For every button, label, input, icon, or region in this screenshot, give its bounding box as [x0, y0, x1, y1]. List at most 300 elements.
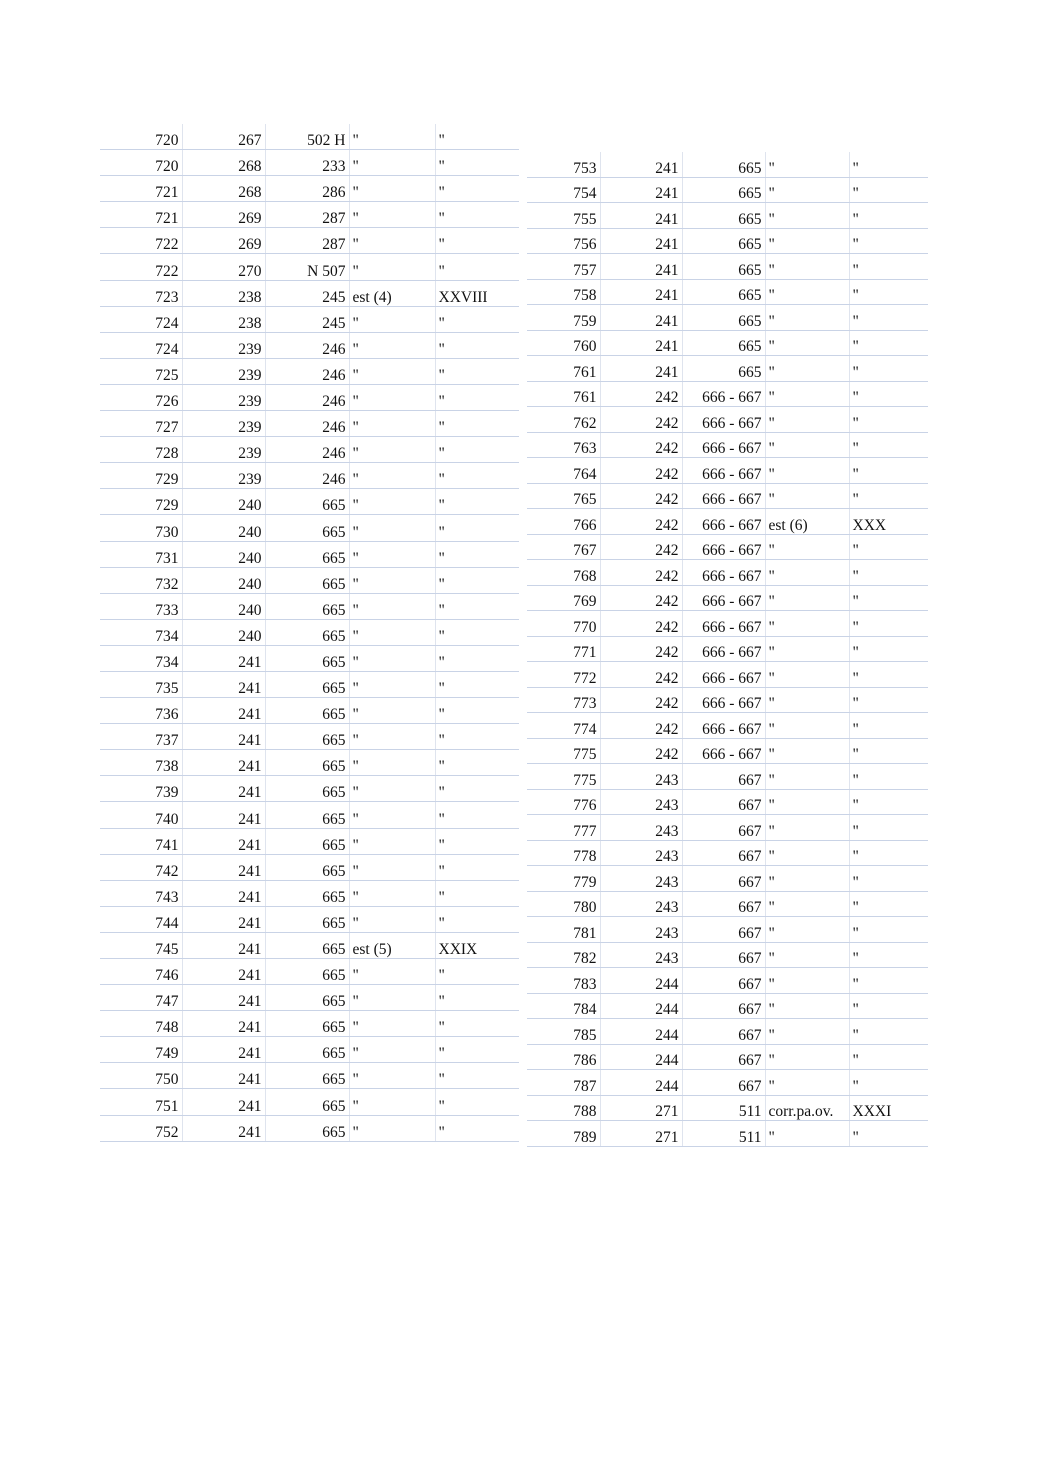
folio-cell: 240 [182, 619, 265, 645]
table-row [527, 764, 928, 790]
note-cell: " [349, 880, 435, 906]
folio-cell: 240 [182, 593, 265, 619]
note-cell: " [765, 1070, 849, 1096]
entry-number-cell: 725 [100, 358, 182, 384]
folio-cell: 241 [182, 802, 265, 828]
folio-cell: 240 [182, 489, 265, 515]
table-row [100, 384, 519, 410]
table-row [527, 483, 928, 509]
roman-numeral-cell: " [849, 254, 928, 280]
table-row [527, 152, 928, 177]
page-cell: 666 - 667 [682, 713, 765, 739]
entry-number-cell: 730 [100, 515, 182, 541]
entry-number-cell: 736 [100, 698, 182, 724]
entry-number-cell: 763 [527, 432, 600, 458]
entry-number-cell: 782 [527, 942, 600, 968]
entry-number-cell: 776 [527, 789, 600, 815]
roman-numeral-cell: " [849, 458, 928, 484]
note-cell: est (4) [349, 280, 435, 306]
roman-numeral-cell: " [435, 959, 519, 985]
page-cell: 665 [265, 802, 349, 828]
roman-numeral-cell: " [435, 150, 519, 176]
roman-numeral-cell: " [435, 802, 519, 828]
note-cell: " [765, 815, 849, 841]
page-cell: 666 - 667 [682, 509, 765, 535]
roman-numeral-cell: " [435, 671, 519, 697]
table-row [527, 305, 928, 331]
folio-cell: 271 [600, 1095, 682, 1121]
folio-cell: 242 [600, 432, 682, 458]
entry-number-cell: 732 [100, 567, 182, 593]
note-cell: " [349, 802, 435, 828]
roman-numeral-cell: " [435, 698, 519, 724]
page-cell: 233 [265, 150, 349, 176]
page-cell: 666 - 667 [682, 687, 765, 713]
entry-number-cell: 734 [100, 619, 182, 645]
folio-cell: 239 [182, 463, 265, 489]
entry-number-cell: 775 [527, 738, 600, 764]
note-cell: " [349, 671, 435, 697]
note-cell: " [349, 776, 435, 802]
entry-number-cell: 749 [100, 1037, 182, 1063]
page-cell: 665 [265, 880, 349, 906]
note-cell: " [349, 254, 435, 280]
table-row [527, 534, 928, 560]
roman-numeral-cell: " [849, 228, 928, 254]
page-cell: 665 [265, 671, 349, 697]
page-cell: 667 [682, 815, 765, 841]
roman-numeral-cell: " [849, 815, 928, 841]
page-cell: 665 [265, 541, 349, 567]
roman-numeral-cell: " [435, 619, 519, 645]
folio-cell: 242 [600, 407, 682, 433]
entry-number-cell: 735 [100, 671, 182, 697]
folio-cell: 238 [182, 306, 265, 332]
roman-numeral-cell: " [435, 567, 519, 593]
folio-cell: 269 [182, 228, 265, 254]
folio-cell: 242 [600, 483, 682, 509]
folio-cell: 242 [600, 458, 682, 484]
page-cell: 665 [265, 1115, 349, 1141]
table-row [527, 611, 928, 637]
page-cell: 665 [682, 279, 765, 305]
entry-number-cell: 751 [100, 1089, 182, 1115]
entry-number-cell: 734 [100, 645, 182, 671]
folio-cell: 241 [182, 1115, 265, 1141]
roman-numeral-cell: " [849, 356, 928, 382]
note-cell: " [765, 993, 849, 1019]
table-row [527, 840, 928, 866]
table-row [100, 671, 519, 697]
folio-cell: 242 [600, 713, 682, 739]
note-cell: " [765, 687, 849, 713]
table-row [100, 985, 519, 1011]
entry-number-cell: 752 [100, 1115, 182, 1141]
folio-cell: 241 [600, 152, 682, 177]
page-cell: 511 [682, 1121, 765, 1147]
note-cell: " [349, 515, 435, 541]
note-cell: " [765, 917, 849, 943]
table-row [527, 203, 928, 229]
note-cell: est (5) [349, 932, 435, 958]
folio-cell: 270 [182, 254, 265, 280]
roman-numeral-cell: " [849, 560, 928, 586]
entry-number-cell: 722 [100, 254, 182, 280]
table-row [527, 1121, 928, 1147]
table-row [527, 713, 928, 739]
note-cell: " [349, 411, 435, 437]
folio-cell: 244 [600, 968, 682, 994]
table-row [527, 509, 928, 535]
note-cell: " [765, 432, 849, 458]
entry-number-cell: 754 [527, 177, 600, 203]
note-cell: " [349, 124, 435, 150]
page-cell: 665 [682, 254, 765, 280]
table-row [100, 411, 519, 437]
folio-cell: 243 [600, 789, 682, 815]
folio-cell: 241 [182, 959, 265, 985]
table-row [100, 724, 519, 750]
roman-numeral-cell: " [849, 1044, 928, 1070]
folio-cell: 242 [600, 687, 682, 713]
folio-cell: 268 [182, 150, 265, 176]
roman-numeral-cell: " [435, 124, 519, 150]
entry-number-cell: 729 [100, 463, 182, 489]
entry-number-cell: 761 [527, 356, 600, 382]
note-cell: " [349, 541, 435, 567]
note-cell: " [765, 203, 849, 229]
entry-number-cell: 778 [527, 840, 600, 866]
page-cell: 667 [682, 1044, 765, 1070]
page-cell: 667 [682, 866, 765, 892]
roman-numeral-cell: " [849, 636, 928, 662]
table-row [527, 585, 928, 611]
folio-cell: 241 [182, 906, 265, 932]
note-cell: " [765, 534, 849, 560]
page-cell: 246 [265, 463, 349, 489]
entry-number-cell: 760 [527, 330, 600, 356]
folio-cell: 241 [600, 177, 682, 203]
table-row [100, 515, 519, 541]
page-cell: 667 [682, 840, 765, 866]
folio-cell: 243 [600, 917, 682, 943]
roman-numeral-cell: " [435, 985, 519, 1011]
folio-cell: 242 [600, 636, 682, 662]
note-cell: " [349, 1115, 435, 1141]
entry-number-cell: 753 [527, 152, 600, 177]
roman-numeral-cell: " [435, 1037, 519, 1063]
folio-cell: 242 [600, 509, 682, 535]
table-row [527, 968, 928, 994]
entry-number-cell: 724 [100, 332, 182, 358]
entry-number-cell: 762 [527, 407, 600, 433]
page-cell: 667 [682, 1070, 765, 1096]
roman-numeral-cell: " [849, 203, 928, 229]
table-row [100, 1063, 519, 1089]
table-row [100, 776, 519, 802]
page-cell: 665 [265, 854, 349, 880]
table-row [527, 891, 928, 917]
roman-numeral-cell: " [849, 1070, 928, 1096]
note-cell: " [349, 358, 435, 384]
entry-number-cell: 748 [100, 1011, 182, 1037]
page-cell: 665 [265, 828, 349, 854]
table-row [100, 932, 519, 958]
table-row [100, 750, 519, 776]
page-cell: 665 [265, 515, 349, 541]
page-cell: 502 H [265, 124, 349, 150]
roman-numeral-cell: " [849, 407, 928, 433]
note-cell: " [765, 866, 849, 892]
roman-numeral-cell: XXIX [435, 932, 519, 958]
note-cell: " [349, 750, 435, 776]
page-cell: 246 [265, 332, 349, 358]
page-cell: 666 - 667 [682, 381, 765, 407]
table-row [100, 306, 519, 332]
page-cell: 666 - 667 [682, 483, 765, 509]
note-cell: " [349, 150, 435, 176]
folio-cell: 268 [182, 176, 265, 202]
note-cell: " [765, 1121, 849, 1147]
roman-numeral-cell: " [435, 254, 519, 280]
page-cell: 666 - 667 [682, 636, 765, 662]
table-row [100, 176, 519, 202]
folio-cell: 241 [600, 203, 682, 229]
folio-cell: 239 [182, 358, 265, 384]
table-row [100, 228, 519, 254]
table-row [527, 789, 928, 815]
page-cell: 666 - 667 [682, 662, 765, 688]
table-row [527, 458, 928, 484]
table-row [100, 1011, 519, 1037]
roman-numeral-cell: " [849, 662, 928, 688]
entry-number-cell: 745 [100, 932, 182, 958]
page-cell: 511 [682, 1095, 765, 1121]
folio-cell: 269 [182, 202, 265, 228]
roman-numeral-cell: " [849, 611, 928, 637]
entry-number-cell: 722 [100, 228, 182, 254]
entry-number-cell: 758 [527, 279, 600, 305]
entry-number-cell: 723 [100, 280, 182, 306]
folio-cell: 243 [600, 942, 682, 968]
note-cell: " [765, 279, 849, 305]
roman-numeral-cell: " [849, 305, 928, 331]
folio-cell: 241 [182, 880, 265, 906]
entry-number-cell: 772 [527, 662, 600, 688]
page-cell: 667 [682, 1019, 765, 1045]
roman-numeral-cell: " [849, 330, 928, 356]
folio-cell: 239 [182, 332, 265, 358]
table-row [527, 177, 928, 203]
table-row [527, 330, 928, 356]
note-cell: " [349, 332, 435, 358]
entry-number-cell: 731 [100, 541, 182, 567]
entry-number-cell: 724 [100, 306, 182, 332]
table-row [527, 356, 928, 382]
page-cell: 665 [265, 750, 349, 776]
entry-number-cell: 729 [100, 489, 182, 515]
folio-cell: 244 [600, 1070, 682, 1096]
entry-number-cell: 738 [100, 750, 182, 776]
page-cell: 246 [265, 384, 349, 410]
note-cell: " [349, 698, 435, 724]
folio-cell: 238 [182, 280, 265, 306]
table-row [100, 959, 519, 985]
note-cell: " [765, 968, 849, 994]
folio-cell: 242 [600, 738, 682, 764]
page-cell: 665 [265, 645, 349, 671]
roman-numeral-cell: " [849, 993, 928, 1019]
note-cell: " [349, 202, 435, 228]
entry-number-cell: 757 [527, 254, 600, 280]
page-cell: 665 [682, 152, 765, 177]
folio-cell: 241 [182, 1089, 265, 1115]
page-cell: 666 - 667 [682, 611, 765, 637]
page-cell: 667 [682, 993, 765, 1019]
page-cell: 665 [265, 932, 349, 958]
roman-numeral-cell: " [435, 228, 519, 254]
note-cell: " [349, 1063, 435, 1089]
folio-cell: 241 [600, 305, 682, 331]
table-row [527, 993, 928, 1019]
folio-cell: 267 [182, 124, 265, 150]
folio-cell: 242 [600, 560, 682, 586]
entry-number-cell: 770 [527, 611, 600, 637]
table-row [100, 828, 519, 854]
table-row [100, 541, 519, 567]
folio-cell: 241 [182, 671, 265, 697]
roman-numeral-cell: " [435, 489, 519, 515]
page-cell: 665 [265, 906, 349, 932]
entry-number-cell: 750 [100, 1063, 182, 1089]
note-cell: " [349, 906, 435, 932]
note-cell: " [765, 458, 849, 484]
note-cell: " [765, 177, 849, 203]
right-table [527, 152, 928, 1147]
folio-cell: 244 [600, 1044, 682, 1070]
page-cell: 245 [265, 280, 349, 306]
roman-numeral-cell: " [435, 384, 519, 410]
table-row [527, 662, 928, 688]
page-cell: 666 - 667 [682, 534, 765, 560]
page-cell: 667 [682, 917, 765, 943]
folio-cell: 241 [182, 1011, 265, 1037]
page-cell: 666 - 667 [682, 560, 765, 586]
roman-numeral-cell: XXXI [849, 1095, 928, 1121]
entry-number-cell: 721 [100, 176, 182, 202]
page-cell: 665 [682, 203, 765, 229]
entry-number-cell: 720 [100, 150, 182, 176]
roman-numeral-cell: " [849, 866, 928, 892]
entry-number-cell: 783 [527, 968, 600, 994]
note-cell: " [765, 662, 849, 688]
page-cell: 665 [265, 776, 349, 802]
table-row [100, 437, 519, 463]
entry-number-cell: 769 [527, 585, 600, 611]
folio-cell: 240 [182, 541, 265, 567]
roman-numeral-cell: " [849, 177, 928, 203]
page-cell: 665 [265, 489, 349, 515]
roman-numeral-cell: " [435, 828, 519, 854]
page-cell: 666 - 667 [682, 407, 765, 433]
entry-number-cell: 774 [527, 713, 600, 739]
roman-numeral-cell: " [435, 1011, 519, 1037]
page-cell: 286 [265, 176, 349, 202]
note-cell: corr.pa.ov. [765, 1095, 849, 1121]
folio-cell: 242 [600, 534, 682, 560]
table-row [100, 463, 519, 489]
page-cell: 665 [265, 619, 349, 645]
note-cell: " [349, 645, 435, 671]
page-cell: 665 [265, 959, 349, 985]
table-row [100, 1089, 519, 1115]
entry-number-cell: 779 [527, 866, 600, 892]
page-cell: 667 [682, 891, 765, 917]
folio-cell: 240 [182, 567, 265, 593]
page-cell: 666 - 667 [682, 432, 765, 458]
entry-number-cell: 727 [100, 411, 182, 437]
entry-number-cell: 785 [527, 1019, 600, 1045]
roman-numeral-cell: " [849, 738, 928, 764]
note-cell: " [349, 228, 435, 254]
folio-cell: 244 [600, 1019, 682, 1045]
table-row [527, 228, 928, 254]
page-cell: 665 [265, 1089, 349, 1115]
folio-cell: 242 [600, 611, 682, 637]
table-row [100, 698, 519, 724]
entry-number-cell: 733 [100, 593, 182, 619]
entry-number-cell: 744 [100, 906, 182, 932]
note-cell: " [765, 254, 849, 280]
entry-number-cell: 742 [100, 854, 182, 880]
roman-numeral-cell: " [849, 789, 928, 815]
roman-numeral-cell: " [435, 411, 519, 437]
roman-numeral-cell: XXVIII [435, 280, 519, 306]
table-row [527, 432, 928, 458]
note-cell: " [765, 891, 849, 917]
table-row [527, 866, 928, 892]
roman-numeral-cell: " [849, 917, 928, 943]
note-cell: " [765, 585, 849, 611]
table-row [527, 917, 928, 943]
entry-number-cell: 720 [100, 124, 182, 150]
note-cell: " [765, 407, 849, 433]
page-cell: 665 [265, 698, 349, 724]
folio-cell: 241 [182, 985, 265, 1011]
page-cell: 665 [265, 1063, 349, 1089]
entry-number-cell: 777 [527, 815, 600, 841]
entry-number-cell: 773 [527, 687, 600, 713]
folio-cell: 240 [182, 515, 265, 541]
roman-numeral-cell: " [849, 381, 928, 407]
entry-number-cell: 740 [100, 802, 182, 828]
note-cell: " [765, 764, 849, 790]
folio-cell: 241 [600, 330, 682, 356]
folio-cell: 241 [600, 228, 682, 254]
roman-numeral-cell: " [435, 541, 519, 567]
table-row [100, 254, 519, 280]
roman-numeral-cell: " [435, 1089, 519, 1115]
table-row [100, 593, 519, 619]
note-cell: " [349, 854, 435, 880]
table-row [527, 279, 928, 305]
table-row [527, 636, 928, 662]
note-cell: " [765, 611, 849, 637]
entry-number-cell: 756 [527, 228, 600, 254]
note-cell: " [765, 636, 849, 662]
page-cell: 665 [682, 228, 765, 254]
entry-number-cell: 726 [100, 384, 182, 410]
